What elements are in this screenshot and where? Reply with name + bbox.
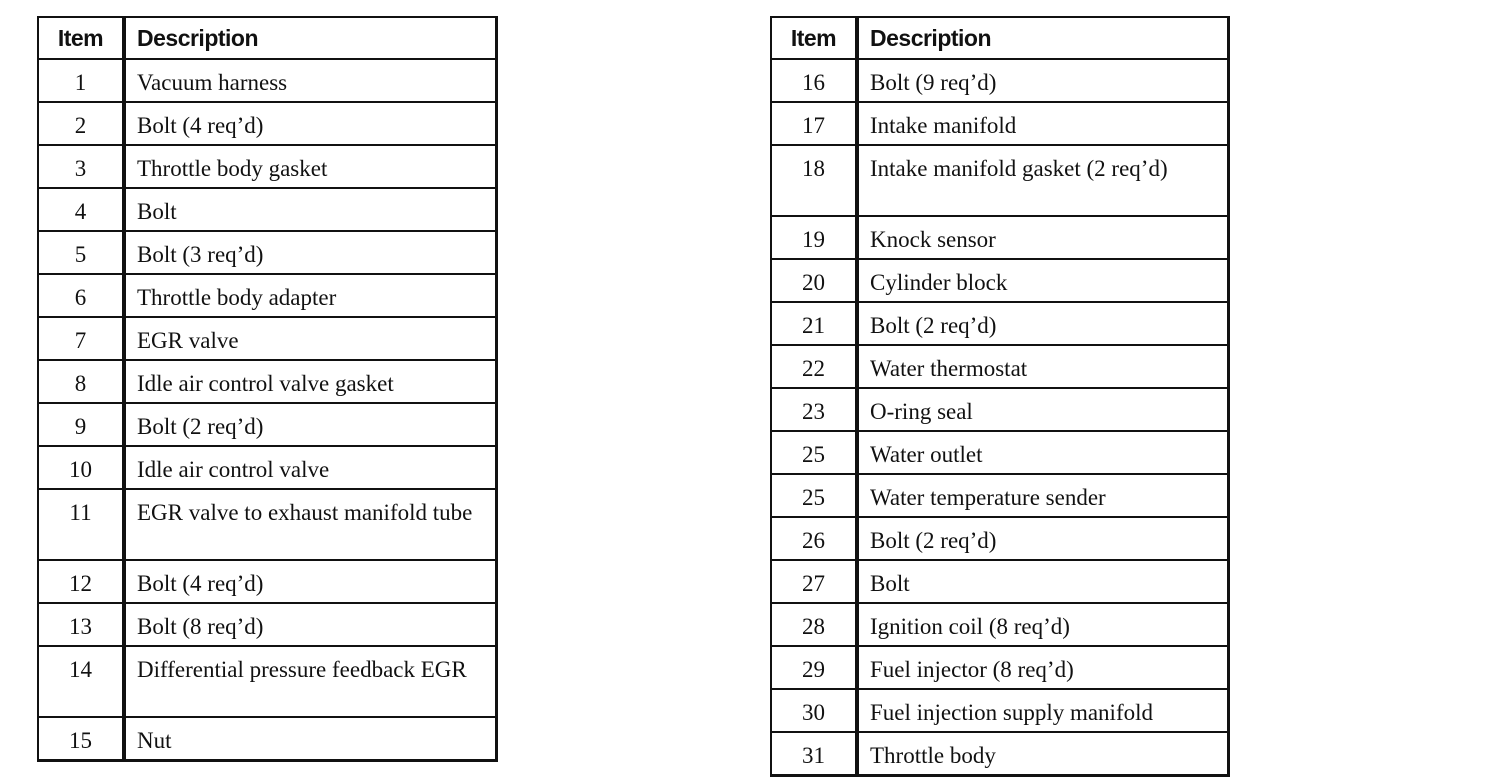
item-description: Water thermostat: [857, 345, 1229, 388]
item-number: 3: [38, 145, 124, 188]
table-row: [38, 188, 497, 231]
item-description: Bolt (4 req’d): [124, 560, 497, 603]
table-row: [38, 403, 497, 446]
item-number: 5: [38, 231, 124, 274]
item-description: Cylinder block: [857, 259, 1229, 302]
table-row: [38, 102, 497, 145]
table-row: [771, 732, 1229, 776]
item-number: 26: [771, 517, 857, 560]
item-description: Bolt: [124, 188, 497, 231]
table-row: [771, 560, 1229, 603]
item-description: Water outlet: [857, 431, 1229, 474]
item-description: Nut: [124, 717, 497, 761]
item-description: Bolt (4 req’d): [124, 102, 497, 145]
item-number: 30: [771, 689, 857, 732]
item-number: 16: [771, 59, 857, 102]
table-row: [771, 102, 1229, 145]
table-row: [771, 474, 1229, 517]
item-description: Differential pressure feedback EGR: [124, 646, 497, 717]
item-column-header: Item: [771, 17, 857, 59]
table-row: [38, 360, 497, 403]
table-row: [771, 603, 1229, 646]
table-row: [771, 59, 1229, 102]
item-description: Intake manifold: [857, 102, 1229, 145]
item-number: 8: [38, 360, 124, 403]
parts-table-left: [37, 16, 498, 762]
item-description: EGR valve to exhaust manifold tube: [124, 489, 497, 560]
item-number: 12: [38, 560, 124, 603]
item-description: Bolt (2 req’d): [124, 403, 497, 446]
table-row: [38, 274, 497, 317]
table-header-row: [38, 17, 497, 59]
item-description: Ignition coil (8 req’d): [857, 603, 1229, 646]
table-row: [38, 560, 497, 603]
item-description: Vacuum harness: [124, 59, 497, 102]
item-number: 19: [771, 216, 857, 259]
item-description: Fuel injection supply manifold: [857, 689, 1229, 732]
item-description: Idle air control valve gasket: [124, 360, 497, 403]
item-description: Throttle body gasket: [124, 145, 497, 188]
item-description: Bolt (9 req’d): [857, 59, 1229, 102]
item-number: 23: [771, 388, 857, 431]
item-number: 14: [38, 646, 124, 717]
item-number: 1: [38, 59, 124, 102]
item-number: 18: [771, 145, 857, 216]
item-number: 11: [38, 489, 124, 560]
description-column-header: Description: [124, 17, 497, 59]
item-number: 25: [771, 474, 857, 517]
item-number: 29: [771, 646, 857, 689]
item-description: O-ring seal: [857, 388, 1229, 431]
item-number: 25: [771, 431, 857, 474]
item-number: 31: [771, 732, 857, 776]
item-column-header: Item: [38, 17, 124, 59]
item-number: 21: [771, 302, 857, 345]
table-row: [771, 216, 1229, 259]
item-description: Bolt (2 req’d): [857, 517, 1229, 560]
table-row: [38, 231, 497, 274]
parts-table-right: [770, 16, 1230, 777]
table-row: [771, 145, 1229, 216]
table-row: [38, 145, 497, 188]
item-number: 28: [771, 603, 857, 646]
item-number: 22: [771, 345, 857, 388]
item-number: 15: [38, 717, 124, 761]
description-column-header: Description: [857, 17, 1229, 59]
item-number: 6: [38, 274, 124, 317]
table-row: [771, 646, 1229, 689]
item-description: EGR valve: [124, 317, 497, 360]
table-row: [771, 431, 1229, 474]
item-number: 27: [771, 560, 857, 603]
table-row: [38, 717, 497, 761]
item-description: Bolt: [857, 560, 1229, 603]
table-row: [771, 259, 1229, 302]
item-number: 13: [38, 603, 124, 646]
item-number: 17: [771, 102, 857, 145]
item-description: Throttle body adapter: [124, 274, 497, 317]
item-description: Bolt (8 req’d): [124, 603, 497, 646]
item-description: Bolt (2 req’d): [857, 302, 1229, 345]
table-row: [38, 317, 497, 360]
item-description: Throttle body: [857, 732, 1229, 776]
item-description: Fuel injector (8 req’d): [857, 646, 1229, 689]
table-row: [771, 388, 1229, 431]
item-description: Idle air control valve: [124, 446, 497, 489]
table-header-row: [771, 17, 1229, 59]
item-number: 10: [38, 446, 124, 489]
item-number: 7: [38, 317, 124, 360]
table-row: [38, 59, 497, 102]
table-row: [38, 646, 497, 717]
table-row: [771, 302, 1229, 345]
item-description: Knock sensor: [857, 216, 1229, 259]
item-number: 2: [38, 102, 124, 145]
item-description: Water temperature sender: [857, 474, 1229, 517]
table-row: [38, 603, 497, 646]
table-row: [38, 446, 497, 489]
table-row: [771, 517, 1229, 560]
table-row: [38, 489, 497, 560]
item-number: 4: [38, 188, 124, 231]
table-row: [771, 345, 1229, 388]
item-description: Intake manifold gasket (2 req’d): [857, 145, 1229, 216]
item-number: 9: [38, 403, 124, 446]
table-row: [771, 689, 1229, 732]
item-number: 20: [771, 259, 857, 302]
item-description: Bolt (3 req’d): [124, 231, 497, 274]
